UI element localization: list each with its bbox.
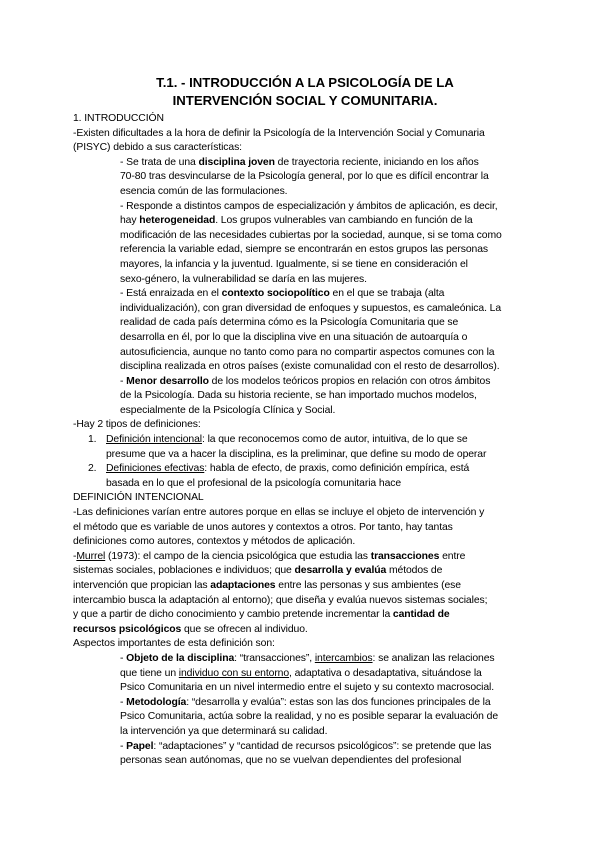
bold-term: Menor desarrollo (126, 375, 209, 387)
paragraph-line (73, 623, 535, 638)
bullet-line: la intervención ya que determinará su calidad. (120, 725, 328, 737)
text-run: - Se trata de una (120, 156, 199, 168)
text-run: entre (439, 550, 466, 562)
underlined-term: intercambios (314, 652, 373, 664)
bullet-line: 70-80 tras desvincularse de la Psicología general, por lo que es difícil encontrar la (120, 171, 489, 183)
underlined-term: Definición intencional (106, 434, 202, 446)
bullet-line: especialmente de la Psicología Clínica y Social. (120, 404, 336, 416)
bullet-line: disciplina realizada en otros países (existe comunalidad con el resto de desarrollos). (120, 361, 500, 373)
text-run: que se ofrecen al individuo. (181, 623, 308, 635)
bullet-line: individualización), con gran diversidad de enfoques y supuestos, es camaleónica. La (120, 302, 502, 314)
text-run: : se analizan las relaciones (372, 652, 495, 664)
bold-term: contexto sociopolítico (221, 288, 330, 300)
bullet-line: desarrolla en él, por lo que la disciplina vive en una situación de autoarquía o (120, 331, 468, 343)
numbered-item-line: presume que va a hacer la disciplina, es la preliminar, que define su modo de operar (106, 448, 487, 460)
bold-term: disciplina joven (198, 156, 275, 168)
text-run: entre las personas y sus ambientes (ese (275, 580, 461, 591)
text-run: : la que reconocemos como de autor, intuitiva, de lo que se (202, 434, 468, 446)
text-run: - (73, 550, 77, 562)
bold-term: recursos psicológicos (73, 623, 182, 635)
bold-term: Papel (126, 740, 154, 752)
page-title (70, 74, 540, 110)
document-body (73, 112, 535, 769)
bold-term: transacciones (370, 550, 440, 562)
bullet-line: personas sean autónomas, que no se vuelvan dependientes del profesional (120, 755, 462, 767)
text-run: : “adaptaciones” y “cantidad de recursos psicológicos”: se pretende que las (153, 740, 492, 752)
bullet-line (73, 375, 535, 390)
paragraph-line: (PISYC) debido a sus características: (73, 142, 242, 154)
underlined-term: individuo con su entorno (178, 667, 290, 679)
author-name: Murrel (76, 550, 106, 562)
bold-term: cantidad de (392, 609, 450, 621)
section-heading: 1. INTRODUCCIÓN (73, 113, 164, 124)
bullet-line: modificación de las necesidades cubiertas por la sociedad, aunque, si se toma como (120, 229, 502, 241)
text-run: (1973): el campo de la ciencia psicológica que estudia las (105, 550, 371, 562)
text-run: sistemas sociales, poblaciones e individuos; que (73, 565, 295, 577)
paragraph-line (73, 564, 535, 579)
numbered-item (73, 462, 535, 477)
paragraph-line (73, 550, 535, 565)
text-run: en el que se trabaja (alta (329, 288, 445, 300)
text-run: : “desarrolla y evalúa”: estas son las dos funciones principales de la (186, 696, 491, 708)
text-run: - Está enraizada en el (120, 288, 222, 300)
bold-term: adaptaciones (210, 580, 276, 591)
underlined-term: Definiciones efectivas (106, 463, 205, 475)
bullet-line: mayores, la infancia y la juventud. Igualmente, si se tiene en consideración el (120, 258, 468, 270)
text-run: y que a partir de dicho conocimiento y cambio pretende incrementar la (73, 609, 393, 621)
bold-term: Objeto de la disciplina (126, 652, 235, 664)
numbered-item-line: basada en lo que el profesional de la psicología comunitaria hace (106, 477, 402, 489)
bullet-line: autosuficiencia, aunque no tanto como para no compartir aspectos comunes con la (120, 346, 495, 358)
paragraph-line: -Existen dificultades a la hora de definir la Psicología de la Intervención Social y Comunaria (73, 127, 485, 139)
text-run: . Los grupos vulnerables van cambiando en función de la (215, 215, 473, 227)
bullet-line: Psico Comunitaria en un nivel intermedio entre el sujeto y su contexto macrosocial. (120, 682, 495, 694)
bullet-line: esencia común de las formulaciones. (120, 185, 288, 197)
bold-term: heterogeneidad (139, 215, 216, 227)
text-run: - (120, 375, 127, 387)
bullet-line (73, 652, 535, 667)
bullet-line (73, 740, 535, 755)
text-run: hay (120, 215, 140, 227)
bullet-line: realidad de cada país determina cómo es la Psicología Comunitaria que se (120, 317, 459, 329)
paragraph-line: el método que es variable de unos autores y contextos a otros. Por tanto, hay tantas (73, 521, 453, 533)
bold-term: desarrolla y evalúa (294, 565, 387, 577)
text-run: de los modelos teóricos propios en relación con otros ámbitos (208, 375, 491, 387)
bullet-line: de la Psicología. Dada su historia reciente, se han importado muchos modelos, (120, 390, 477, 402)
bullet-line (73, 667, 535, 682)
paragraph-line: -Las definiciones varían entre autores porque en ellas se incluye el objeto de intervención y (73, 507, 485, 519)
text-run: métodos de (386, 565, 443, 577)
title-line: INTERVENCIÓN SOCIAL Y COMUNITARIA. (172, 93, 438, 108)
item-number: 1. (88, 434, 97, 446)
text-run: : habla de efecto, de praxis, como definición empírica, está (204, 463, 470, 475)
bullet-line: - Responde a distintos campos de especialización y ámbitos de aplicación, es decir, (120, 200, 498, 212)
text-run: - (120, 652, 127, 664)
paragraph-line (73, 579, 535, 594)
bullet-line (73, 287, 535, 302)
bullet-line: Psico Comunitaria, actúa sobre la realidad, y no es posible separar la evaluación de (120, 711, 499, 723)
text-run: de trayectoria reciente, iniciando en los años (274, 156, 479, 168)
paragraph-line: definiciones como autores, contextos y métodos de aplicación. (73, 536, 356, 548)
text-run: - (120, 740, 127, 752)
text-run: : “transacciones”, (234, 652, 315, 664)
bullet-line (73, 156, 535, 171)
text-run: , adaptativa o desadaptativa, situándose la (289, 667, 482, 679)
bullet-line (73, 696, 535, 711)
bullet-line: referencia la variable edad, siempre se encontrarán en estos grupos las personas (120, 244, 489, 256)
paragraph-line: -Hay 2 tipos de definiciones: (73, 419, 201, 431)
item-number: 2. (88, 463, 97, 475)
paragraph-line (73, 608, 535, 623)
bullet-line (73, 214, 535, 229)
text-run: - (120, 696, 127, 708)
title-line: T.1. - INTRODUCCIÓN A LA PSICOLOGÍA DE LA (156, 75, 454, 90)
paragraph-line: intercambio busca la adaptación al entorno); que diseña y evalúa nuevos sistemas sociales; (73, 594, 488, 606)
numbered-item (73, 433, 535, 448)
text-run: intervención que propician las (73, 580, 211, 591)
bullet-line: sexo-género, la vulnerabilidad se daría en las mujeres. (120, 273, 367, 285)
paragraph-line: Aspectos importantes de esta definición son: (73, 638, 275, 650)
bold-term: Metodología (126, 696, 187, 708)
section-heading: DEFINICIÓN INTENCIONAL (73, 492, 204, 504)
text-run: que tiene un (120, 667, 179, 679)
